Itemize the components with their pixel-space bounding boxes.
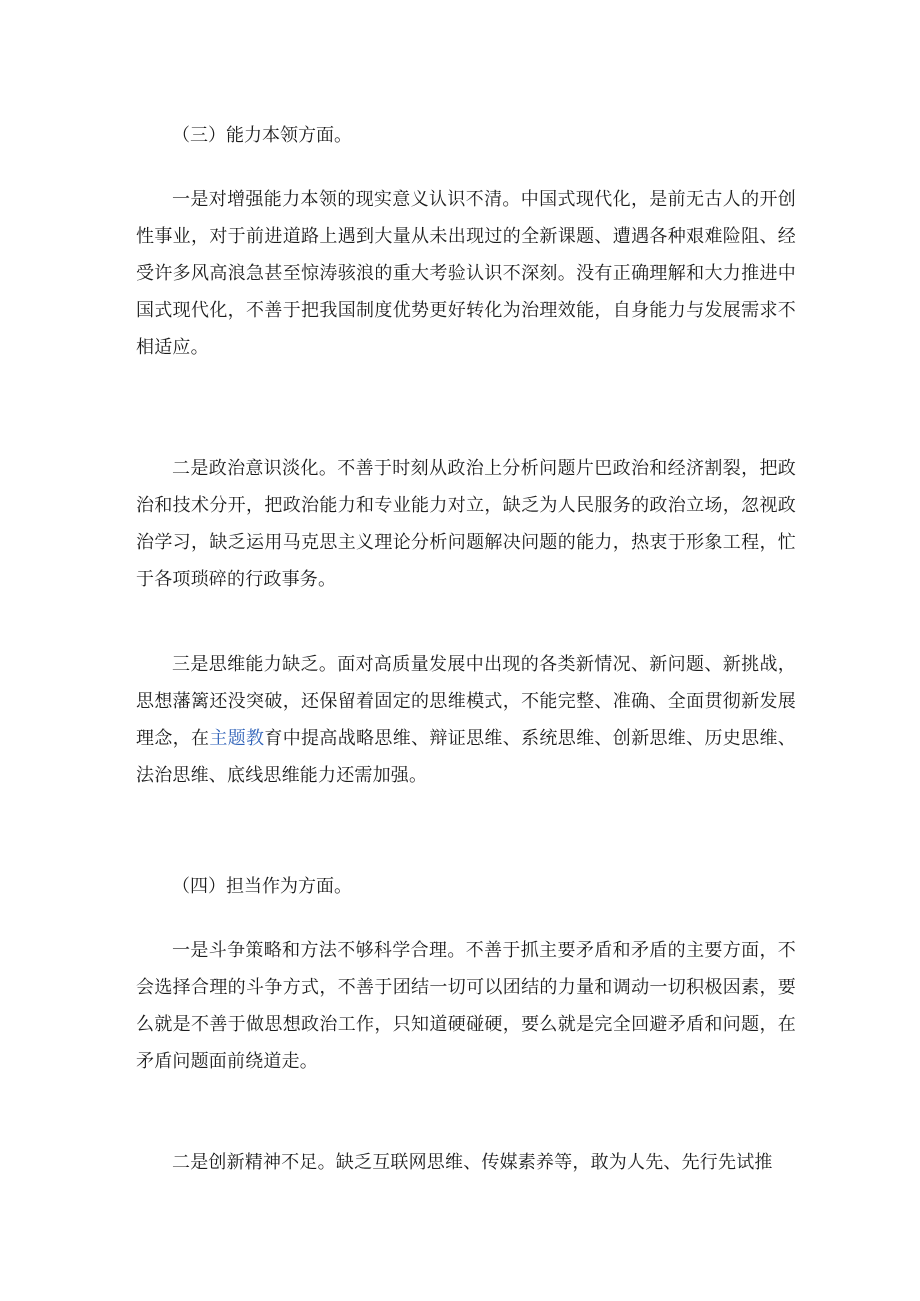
paragraph-3	[136, 646, 796, 794]
paragraph-5: 二是创新精神不足。缺乏互联网思维、传媒素养等，敢为人先、先行先试推	[172, 1152, 773, 1173]
paragraph-1: 一是对增强能力本领的现实意义认识不清。中国式现代化，是前无古人的开创性事业，对于前进道路上遇到大量从未出现过的全新课题、遭遇各种艰难险阻、经受许多风高浪急甚至惊涛骇浪的重大考验认识不深刻。没有正确理解和大力推进中国式现代化，不善于把我国制度优势更好转化为治理效能，自身能力与发展需求不相适应。	[136, 189, 796, 358]
topic-education-link[interactable]: 主题教	[209, 728, 265, 749]
section-heading-3: （三）能力本领方面。	[172, 125, 352, 146]
paragraph-2: 二是政治意识淡化。不善于时刻从政治上分析问题片巴政治和经济割裂，把政治和技术分开，把政治能力和专业能力对立，缺乏为人民服务的政治立场，忽视政治学习，缺乏运用马克思主义理论分析问题解决问题的能力，热衷于形象工程，忙于各项琐碎的行政事务。	[136, 458, 796, 590]
paragraph-3-text-b: 育中提高战略思维、辩证思维、系统思维、创新思维、历史思维、法治思维、底线思维能力还需加强。	[136, 728, 796, 786]
section-heading-4: （四）担当作为方面。	[172, 876, 352, 897]
paragraph-4: 一是斗争策略和方法不够科学合理。不善于抓主要矛盾和矛盾的主要方面，不会选择合理的斗争方式，不善于团结一切可以团结的力量和调动一切积极因素，要么就是不善于做思想政治工作，只知道硬碰硬，要么就是完全回避矛盾和问题，在矛盾问题面前绕道走。	[136, 940, 796, 1072]
paragraph-3-text-a: 三是思维能力缺乏。面对高质量发展中出现的各类新情况、新问题、新挑战，思想藩篱还没突破，还保留着固定的思维模式，不能完整、准确、全面贯彻新发展理念，在	[136, 654, 796, 749]
